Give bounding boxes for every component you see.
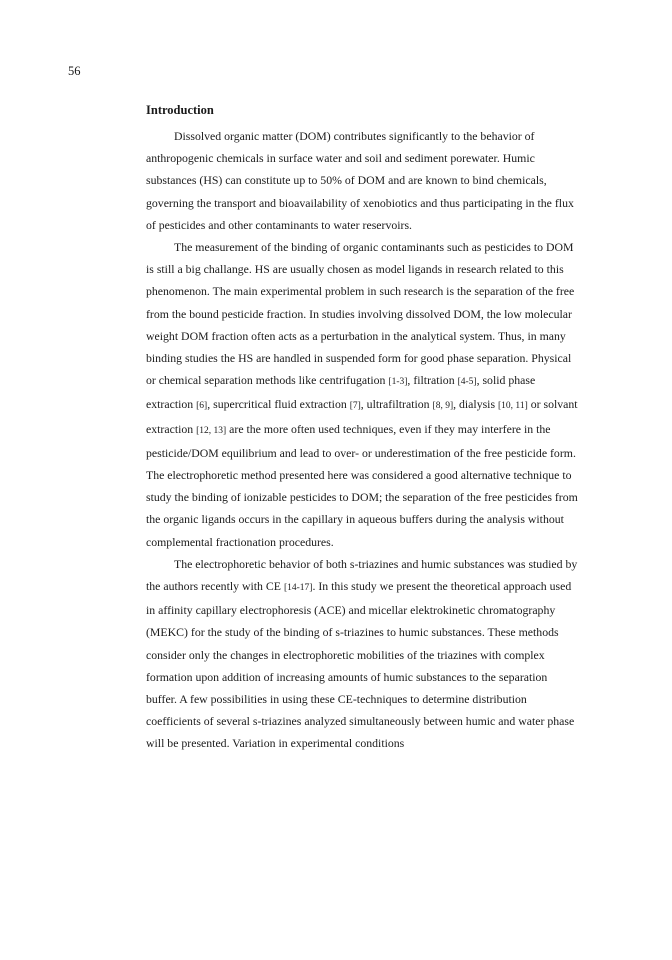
citation-reference: [14-17] xyxy=(283,583,313,594)
citation-reference: [7] xyxy=(349,401,361,412)
paragraph-2 xyxy=(146,236,578,553)
paragraph-text: or solvant extraction xyxy=(146,397,578,436)
paragraph-text: , ultrafiltration xyxy=(360,397,433,412)
citation-reference: [10, 11] xyxy=(498,401,528,412)
paragraph-text: are the more often used techniques, even if they may interfere in the pesticide/DOM equilibrium and lead to over- or underestimation of the free pesticide form. The electrophoretic method presented here was considered a good alternative technique to study the binding of ionizable pesticides to DOM; the separation of the free pesticides from the organic ligands occurs in the capillary in aqueous buffers during the analysis without complemental fractionation procedures. xyxy=(146,421,578,549)
paragraph-text: , filtration xyxy=(407,373,458,388)
paragraph-3 xyxy=(146,553,578,755)
paragraph-1 xyxy=(146,125,578,236)
section-heading: Introduction xyxy=(146,103,214,117)
citation-reference: [12, 13] xyxy=(196,425,227,436)
main-content xyxy=(146,99,578,755)
paragraph-text: The measurement of the binding of organic contaminants such as pesticides to DOM is still a big challange. HS are usually chosen as model ligands in research related to this phenomenon. The main experimental problem in such research is the separation of the free from the bound pesticide fraction. In studies involving dissolved DOM, the low molecular weight DOM fraction often acts as a perturbation in the analytical system. Thus, in many binding studies the HS are handled in suspended form for good phase separation. Physical or chemical separation methods like centrifugation xyxy=(146,240,575,388)
citation-reference: [1-3] xyxy=(388,377,408,388)
page-number: 56 xyxy=(68,64,81,78)
paragraph-text: , supercritical fluid extraction xyxy=(207,397,350,412)
paragraph-text: . In this study we present the theoretical approach used in affinity capillary electrophoresis (ACE) and micellar elektrokinetic chromatography (MEKC) for the study of the binding of s-triazines to humic substances. These methods consider only the changes in electrophoretic mobilities of the triazines with complex formation upon addition of increasing amounts of humic substances to the separation buffer. A few possibilities in using these CE-techniques to determine distribution coefficients of several s-triazines analyzed simultaneously between humic and water phase will be presented. Variation in experimental conditions xyxy=(146,579,575,751)
paragraph-text: The electrophoretic behavior of both s-triazines and humic substances was studied by the authors recently with CE xyxy=(146,556,578,594)
paragraph-text: , solid phase extraction xyxy=(146,373,536,412)
citation-reference: [8, 9] xyxy=(432,401,454,412)
paragraph-text: , dialysis xyxy=(453,397,499,412)
paragraph-text: Dissolved organic matter (DOM) contributes significantly to the behavior of anthropogenic chemicals in surface water and soil and sediment porewater. Humic substances (HS) can constitute up to 50% of DOM and are known to bind chemicals, governing the transport and bioavailability of xenobiotics and thus participating in the flux of pesticides and other contaminants to water reservoirs. xyxy=(146,129,574,232)
citation-reference: [6] xyxy=(196,401,208,412)
citation-reference: [4-5] xyxy=(457,377,477,388)
